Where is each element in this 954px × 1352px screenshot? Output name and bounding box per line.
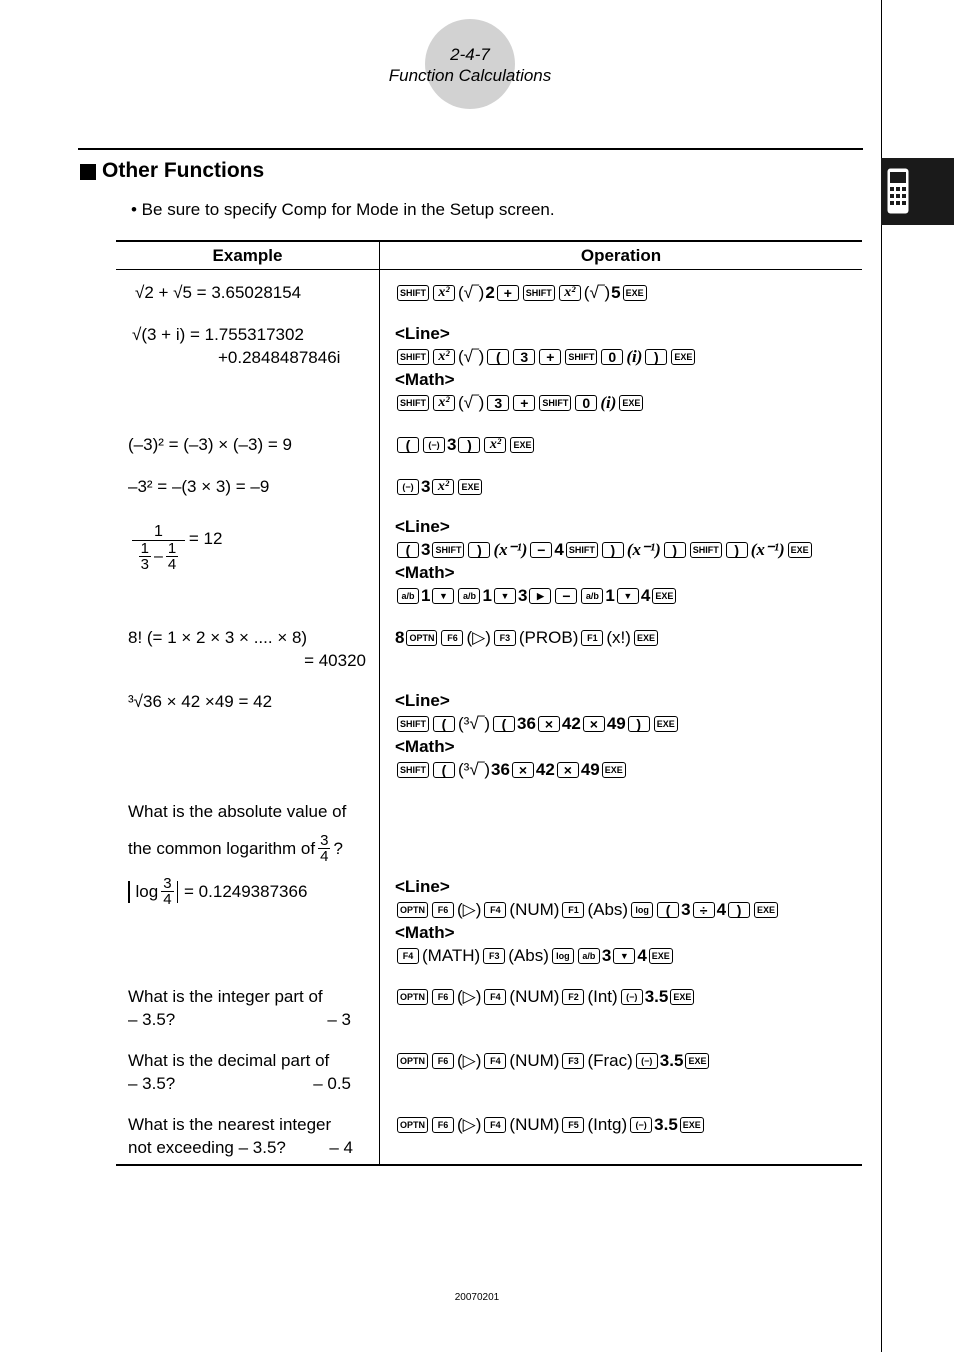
intg-text: (Intg)	[587, 1115, 628, 1134]
fraction-numerator: 1	[140, 540, 149, 557]
number-text: 8	[395, 628, 405, 647]
f2-key: F2	[562, 989, 584, 1005]
times-key: ×	[512, 762, 534, 778]
next-menu-text: (▷)	[466, 628, 491, 647]
shift-key: SHIFT	[397, 762, 429, 778]
example-cube-root: ³√36 × 42 ×49 = 42	[128, 692, 273, 711]
abs-bar	[177, 881, 179, 903]
exe-key: EXE	[754, 902, 778, 918]
fraction-key: a/b	[397, 588, 419, 604]
negative-key: (−)	[630, 1117, 652, 1133]
number-text: 3	[681, 900, 691, 919]
fraction-numerator: 1	[132, 523, 185, 541]
reciprocal-text: (x⁻¹)	[626, 540, 661, 559]
negative-key: (−)	[636, 1053, 658, 1069]
minus-key: −	[530, 542, 552, 558]
operation-cube-root	[395, 689, 860, 781]
number-text: 1	[421, 586, 431, 605]
left-paren-key: (	[493, 716, 515, 732]
math-mode-label: <Math>	[395, 923, 455, 942]
exe-key: EXE	[685, 1053, 709, 1069]
example-factorial	[128, 626, 373, 672]
sqrt-text: (√‾)	[458, 283, 485, 302]
example-text: What is the decimal part of	[128, 1051, 330, 1070]
table-top-rule	[116, 240, 862, 242]
fraction-numerator: 3	[163, 875, 172, 892]
fraction-key: a/b	[458, 588, 480, 604]
shift-key: SHIFT	[566, 542, 598, 558]
plus-key: +	[539, 349, 561, 365]
operation-integer-part	[395, 985, 860, 1008]
setup-note: • Be sure to specify Comp for Mode in the Setup screen.	[131, 200, 555, 219]
next-menu-text: (▷)	[457, 987, 482, 1006]
fraction-key: a/b	[578, 948, 600, 964]
left-paren-key: (	[433, 762, 455, 778]
number-text: 3.5	[654, 1115, 678, 1134]
fraction-denominator: 4	[167, 556, 177, 573]
example-text: the common logarithm of	[128, 839, 316, 858]
example-absolute-log	[128, 800, 373, 907]
num-menu-text: (NUM)	[509, 1051, 560, 1070]
number-text: 4	[640, 586, 651, 605]
column-header-example: Example	[212, 246, 283, 265]
math-menu-text: (MATH)	[422, 946, 481, 965]
left-paren-key: (	[433, 716, 455, 732]
f4-key: F4	[484, 902, 506, 918]
down-arrow-key: ▼	[494, 588, 516, 604]
table-header-rule	[116, 269, 862, 270]
right-paren-key: )	[468, 542, 490, 558]
imaginary-unit-text: (i)	[626, 347, 643, 366]
right-paren-key: )	[728, 902, 750, 918]
exe-key: EXE	[652, 588, 676, 604]
line-mode-label: <Line>	[395, 691, 450, 710]
right-paren-key: )	[726, 542, 748, 558]
number-text: 36	[490, 760, 510, 779]
next-menu-text: (▷)	[457, 1115, 482, 1134]
math-mode-label: <Math>	[395, 563, 455, 582]
down-arrow-key: ▼	[432, 588, 454, 604]
shift-key: SHIFT	[397, 349, 429, 365]
example-decimal-part	[128, 1049, 373, 1095]
section-title-text: Other Functions	[102, 159, 265, 182]
example-text: What is the absolute value of	[128, 802, 347, 821]
next-menu-text: (▷)	[457, 900, 482, 919]
exe-key: EXE	[458, 479, 482, 495]
number-text: 3.5	[644, 987, 669, 1006]
example-text: – 3.5?	[128, 1074, 176, 1093]
reciprocal-text: (x⁻¹)	[750, 540, 785, 559]
operation-square-negative	[395, 433, 860, 456]
shift-key: SHIFT	[539, 395, 571, 411]
negative-key: (−)	[397, 479, 419, 495]
x-squared-key: x²	[559, 285, 581, 301]
log-text: log	[135, 882, 159, 901]
operation-nearest-integer	[395, 1113, 860, 1136]
f6-key: F6	[432, 1053, 454, 1069]
number-text: 4	[637, 946, 647, 965]
f4-key: F4	[397, 948, 419, 964]
right-paren-key: )	[645, 349, 667, 365]
optn-key: OPTN	[397, 989, 428, 1005]
operation-factorial	[395, 626, 860, 649]
example-nearest-integer	[128, 1113, 373, 1159]
number-text: 3	[517, 586, 528, 605]
right-arrow-key: ▶	[529, 588, 551, 604]
right-paren-key: )	[602, 542, 624, 558]
operation-decimal-part	[395, 1049, 860, 1072]
example-result: = 12	[188, 529, 223, 548]
exe-key: EXE	[680, 1117, 704, 1133]
zero-key: 0	[575, 395, 597, 411]
fraction-numerator: 3	[320, 832, 329, 849]
exe-key: EXE	[671, 349, 695, 365]
section-title	[80, 159, 264, 183]
int-text: (Int)	[587, 987, 618, 1006]
exe-key: EXE	[623, 285, 647, 301]
f6-key: F6	[432, 1117, 454, 1133]
reciprocal-text: (x⁻¹)	[493, 540, 528, 559]
shift-key: SHIFT	[397, 285, 429, 301]
right-paren-key: )	[628, 716, 650, 732]
x-squared-key: x²	[433, 349, 455, 365]
frac-text: (Frac)	[587, 1051, 633, 1070]
exe-key: EXE	[634, 630, 658, 646]
f6-key: F6	[432, 902, 454, 918]
optn-key: OPTN	[397, 1053, 428, 1069]
calculator-icon	[887, 168, 909, 214]
example-integer-part	[128, 985, 373, 1031]
left-paren-key: (	[657, 902, 679, 918]
imaginary-unit-text: (i)	[600, 393, 617, 412]
cube-root-text: (³√‾)	[458, 714, 490, 733]
table-column-divider	[379, 240, 380, 1165]
optn-key: OPTN	[397, 902, 428, 918]
example-compound-fraction	[132, 523, 377, 572]
shift-key: SHIFT	[690, 542, 722, 558]
negative-key: (−)	[423, 437, 445, 453]
cube-root-text: (³√‾)	[458, 760, 490, 779]
number-text: 1	[482, 586, 492, 605]
example-text: not exceeding – 3.5?	[128, 1138, 286, 1157]
example-sqrt-sum: √2 + √5 = 3.65028154	[135, 283, 302, 302]
left-paren-key: (	[397, 437, 419, 453]
optn-key: OPTN	[406, 630, 437, 646]
example-answer: – 0.5	[313, 1074, 351, 1093]
fraction-numerator: 1	[167, 540, 177, 557]
sqrt-text: (√‾)	[583, 283, 611, 302]
operation-compound-fraction	[395, 515, 860, 607]
number-text: 1	[605, 586, 615, 605]
fraction-denominator: 3	[140, 556, 149, 573]
minus-key: −	[555, 588, 577, 604]
exe-key: EXE	[670, 989, 694, 1005]
example-text: √(3 + i) = 1.755317302	[132, 325, 304, 344]
exe-key: EXE	[619, 395, 643, 411]
x-squared-key: x²	[433, 395, 455, 411]
example-text: +0.2848487846i	[218, 348, 341, 367]
number-text: 3	[421, 540, 431, 559]
sqrt-text: (√‾)	[458, 347, 485, 366]
down-arrow-key: ▼	[613, 948, 635, 964]
example-sqrt-complex	[132, 323, 377, 369]
example-result: = 0.1249387366	[184, 882, 308, 901]
shift-key: SHIFT	[397, 716, 429, 732]
line-mode-label: <Line>	[395, 877, 450, 896]
num-menu-text: (NUM)	[509, 1115, 560, 1134]
page-header	[0, 0, 954, 120]
number-text: 5	[611, 283, 621, 302]
column-header-operation: Operation	[580, 246, 662, 265]
operation-sqrt-sum	[395, 281, 860, 304]
exe-key: EXE	[649, 948, 673, 964]
operation-sqrt-complex	[395, 322, 860, 414]
section-rule	[78, 148, 863, 150]
x-squared-key: x²	[433, 285, 455, 301]
table-bottom-rule	[116, 1164, 862, 1166]
divide-key: ÷	[693, 902, 715, 918]
number-text: 36	[516, 714, 536, 733]
num-menu-text: (NUM)	[509, 900, 560, 919]
f1-key: F1	[581, 630, 603, 646]
log-key: log	[631, 902, 653, 918]
example-text: What is the integer part of	[128, 987, 323, 1006]
f3-key: F3	[483, 948, 505, 964]
fraction-key: a/b	[581, 588, 603, 604]
right-paren-key: )	[664, 542, 686, 558]
line-mode-label: <Line>	[395, 517, 450, 536]
left-paren-key: (	[397, 542, 419, 558]
number-text: 3	[601, 946, 612, 965]
f4-key: F4	[484, 1053, 506, 1069]
number-text: 42	[535, 760, 555, 779]
three-key: 3	[487, 395, 509, 411]
exe-key: EXE	[602, 762, 626, 778]
times-key: ×	[557, 762, 579, 778]
math-mode-label: <Math>	[395, 737, 455, 756]
shift-key: SHIFT	[523, 285, 555, 301]
next-menu-text: (▷)	[457, 1051, 482, 1070]
right-paren-key: )	[458, 437, 480, 453]
plus-key: +	[513, 395, 535, 411]
example-square-negative: (–3)² = (–3) × (–3) = 9	[128, 435, 292, 454]
down-arrow-key: ▼	[617, 588, 639, 604]
plus-key: +	[497, 285, 519, 301]
abs-text: (Abs)	[508, 946, 549, 965]
number-text: 3.5	[659, 1051, 684, 1070]
number-text: 3	[421, 477, 431, 496]
optn-key: OPTN	[397, 1117, 428, 1133]
number-text: 3	[447, 435, 457, 454]
f4-key: F4	[484, 1117, 506, 1133]
exe-key: EXE	[510, 437, 534, 453]
f3-key: F3	[494, 630, 516, 646]
exe-key: EXE	[788, 542, 812, 558]
example-text: = 40320	[304, 651, 366, 670]
number-text: 42	[561, 714, 581, 733]
left-paren-key: (	[487, 349, 509, 365]
number-text: 49	[580, 760, 600, 779]
shift-key: SHIFT	[432, 542, 464, 558]
three-key: 3	[513, 349, 535, 365]
fraction-minus: –	[154, 548, 163, 565]
page-subtitle: Function Calculations	[388, 66, 552, 85]
example-answer: – 4	[329, 1138, 353, 1157]
abs-bar	[128, 881, 130, 903]
example-text: What is the nearest integer	[128, 1115, 332, 1134]
shift-key: SHIFT	[565, 349, 597, 365]
exe-key: EXE	[654, 716, 678, 732]
operation-absolute-log	[395, 875, 860, 967]
line-mode-label: <Line>	[395, 324, 450, 343]
number-text: 2	[485, 283, 495, 302]
footer-code: 20070201	[454, 1292, 500, 1303]
sqrt-text: (√‾)	[458, 393, 485, 412]
f5-key: F5	[562, 1117, 584, 1133]
operation-negative-square	[395, 475, 860, 498]
example-negative-square: –3² = –(3 × 3) = –9	[128, 477, 270, 496]
f6-key: F6	[432, 989, 454, 1005]
shift-key: SHIFT	[397, 395, 429, 411]
f3-key: F3	[562, 1053, 584, 1069]
prob-menu-text: (PROB)	[518, 628, 579, 647]
times-key: ×	[583, 716, 605, 732]
number-text: 4	[716, 900, 727, 919]
chapter-tab	[881, 158, 954, 225]
question-mark: ?	[333, 839, 343, 858]
factorial-text: (x!)	[606, 628, 631, 647]
abs-text: (Abs)	[587, 900, 629, 919]
times-key: ×	[538, 716, 560, 732]
example-answer: – 3	[327, 1010, 351, 1029]
x-squared-key: x²	[484, 437, 506, 453]
f6-key: F6	[441, 630, 463, 646]
f4-key: F4	[484, 989, 506, 1005]
example-text: – 3.5?	[128, 1010, 176, 1029]
negative-key: (−)	[621, 989, 643, 1005]
bullet-square-icon	[80, 164, 96, 180]
number-text: 49	[606, 714, 626, 733]
x-squared-key: x²	[432, 479, 454, 495]
log-key: log	[552, 948, 574, 964]
page-number: 2-4-7	[450, 45, 490, 64]
zero-key: 0	[601, 349, 623, 365]
fraction-denominator: 4	[163, 891, 172, 908]
example-text: 8! (= 1 × 2 × 3 × .... × 8)	[128, 628, 308, 647]
math-mode-label: <Math>	[395, 370, 455, 389]
fraction-denominator: 4	[320, 848, 329, 865]
num-menu-text: (NUM)	[509, 987, 560, 1006]
number-text: 4	[554, 540, 564, 559]
f1-key: F1	[562, 902, 584, 918]
